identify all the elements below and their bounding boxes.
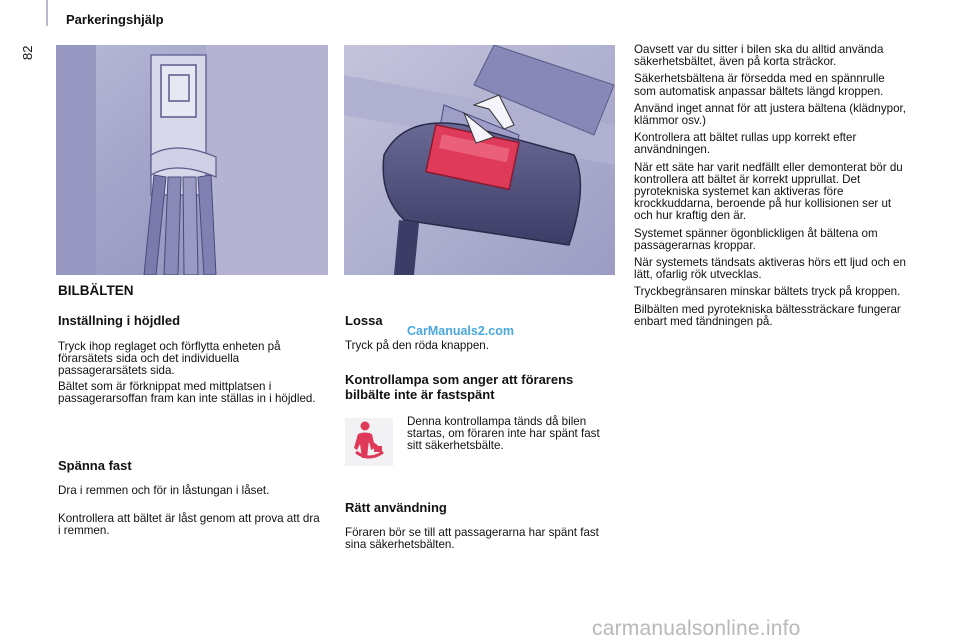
- info-paragraph: Säkerhetsbältena är försedda med en spännrulle som automatisk anpassar bältets längd kroppen.: [634, 72, 885, 98]
- info-paragraph: Använd inget annat för att justera bältena (klädnypor, klämmor osv.): [634, 101, 906, 128]
- page-number: 82: [20, 45, 35, 60]
- seatbelt-height-adjuster-illustration: [56, 45, 328, 275]
- seatbelt-info-column: [634, 44, 909, 333]
- footer-watermark: carmanualsonline.info: [592, 617, 801, 640]
- info-paragraph: Oavsett var du sitter i bilen ska du alltid använda säkerhetsbältet, även på korta sträckor.: [634, 43, 884, 69]
- info-paragraph: Bilbälten med pyrotekniska bältessträckare fungerar enbart med tändningen på.: [634, 302, 901, 328]
- warning-lamp-heading: Kontrollampa som anger att förarens bilbälte inte är fastspänt: [345, 372, 574, 402]
- fasten-heading: Spänna fast: [58, 458, 132, 473]
- section-header: Parkeringshjälp: [66, 12, 164, 27]
- seatbelt-warning-icon: [345, 418, 393, 466]
- release-heading: Lossa: [345, 313, 383, 328]
- height-adjust-heading: Inställning i höjdled: [58, 313, 181, 328]
- info-paragraph: När systemets tändsats aktiveras hörs ett ljud och en lätt, ofarlig rök utvecklas.: [634, 256, 906, 282]
- height-adjust-text-1: Tryck ihop reglaget och förflytta enheten på förarsätets sida och det individuella passagerarsätets sida.: [58, 340, 281, 378]
- seatbelt-buckle-release-illustration: [344, 45, 615, 275]
- header-divider-line: [46, 0, 48, 26]
- info-paragraph: När ett säte har varit nedfällt eller demonterat bör du kontrollera att bältet är korrekt upprullat. Det pyrotekniska systemet kan aktiveras före krockkuddarna, beroende på hur kollisionen ser ut och hur kraftig den är.: [634, 160, 903, 223]
- correct-use-heading: Rätt användning: [345, 500, 447, 515]
- info-paragraph: Tryckbegränsaren minskar bältets tryck på kroppen.: [634, 285, 901, 299]
- fasten-text-1: Dra i remmen och för in låstungan i låset.: [58, 484, 270, 497]
- section-title: BILBÄLTEN: [58, 283, 134, 298]
- carmanuals-watermark: CarManuals2.com: [407, 324, 514, 338]
- info-paragraph: Systemet spänner ögonblickligen åt bältena om passagerarnas kroppar.: [634, 226, 878, 252]
- correct-use-text: Föraren bör se till att passagerarna har spänt fast sina säkerhetsbälten.: [345, 526, 599, 552]
- height-adjust-text-2: Bältet som är förknippat med mittplatsen i passagerarsoffan fram kan inte ställas in i höjdled.: [58, 380, 316, 406]
- fasten-text-2: Kontrollera att bältet är låst genom att prova att dra i remmen.: [58, 512, 320, 538]
- release-text: Tryck på den röda knappen.: [345, 339, 489, 352]
- warning-lamp-text: Denna kontrollampa tänds då bilen startas, om föraren inte har spänt fast sitt säkerhetsbälte.: [407, 415, 600, 453]
- info-paragraph: Kontrollera att bältet rullas upp korrekt efter användningen.: [634, 131, 857, 157]
